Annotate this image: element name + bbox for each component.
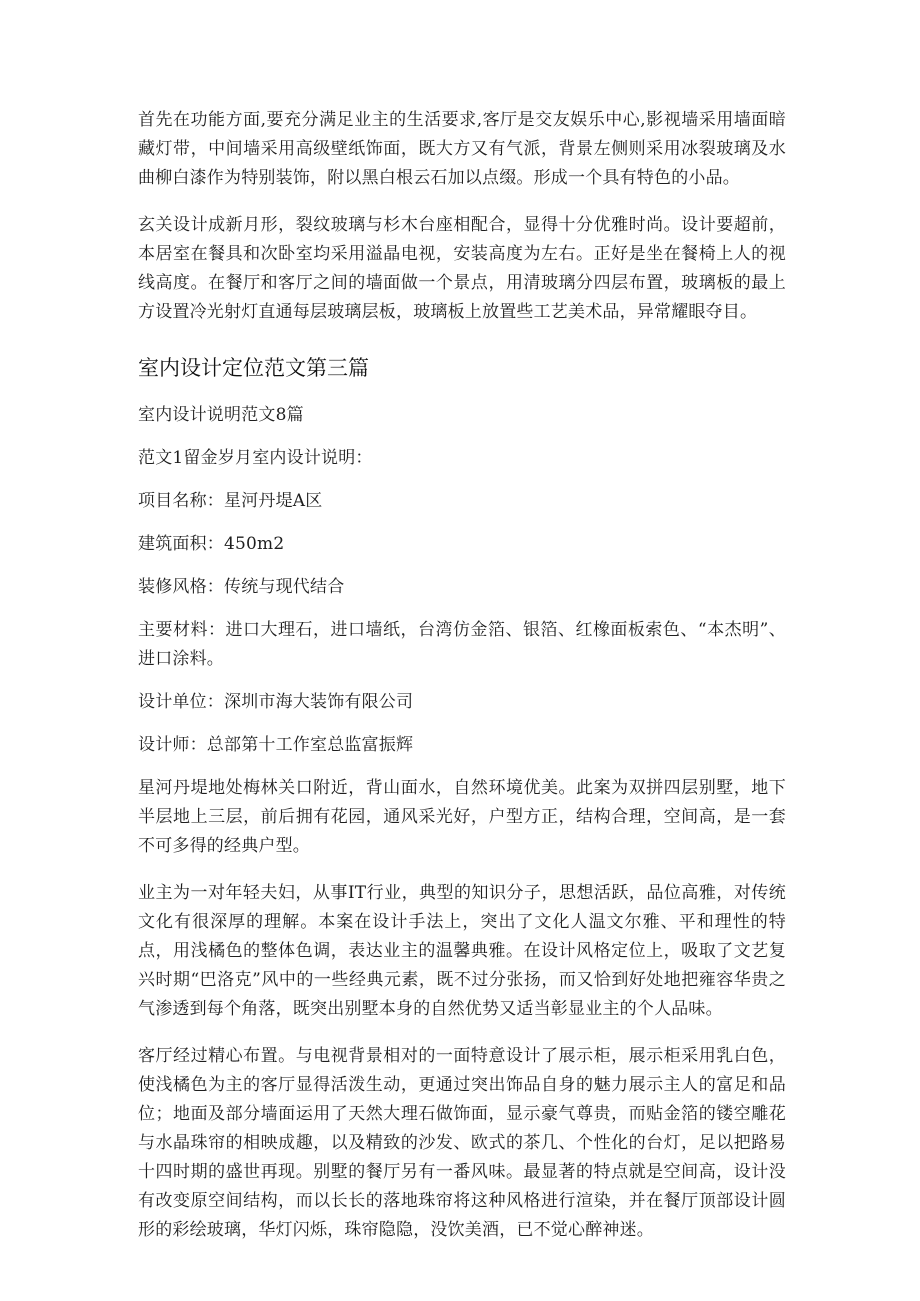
paragraph-location: 星河丹堤地处梅林关口附近，背山面水，自然环境优美。此案为双拼四层别墅，地下半层地上三层，前后拥有花园，通风采光好，户型方正，结构合理，空间高，是一套不可多得的经典户型。 xyxy=(138,778,786,856)
paragraph-living-room: 客厅经过精心布置。与电视背景相对的一面特意设计了展示柜，展示柜采用乳白色，使浅橘色为主的客厅显得活泼生动，更通过突出饰品自身的魅力展示主人的富足和品位；地面及部分墙面运用了天然大理石做饰面，显示豪气尊贵，而贴金箔的镂空雕花与水晶珠帘的相映成趣，以及精致的沙发、欧式的茶几、个性化的台灯，足以把路易十四时期的盛世再现。别墅的餐厅另有一番风味。最显著的特点就是空间高，设计没有改变原空间结构，而以长长的落地珠帘将这种风格进行渲染，并在餐厅顶部设计圆形的彩绘玻璃，华灯闪烁，珠帘隐隐，没饮美酒，已不觉心醉神迷。 xyxy=(138,1046,786,1240)
line-example-title: 范文1留金岁月室内设计说明： xyxy=(138,448,373,468)
line-building-area: 建筑面积：450m2 xyxy=(138,534,285,554)
paragraph-entrance: 玄关设计成新月形，裂纹玻璃与杉木台座相配合，显得十分优雅时尚。设计要超前，本居室在餐具和次卧室均采用溢晶电视，安装高度为左右。正好是坐在餐椅上人的视线高度。在餐厅和客厅之间的墙面做一个景点，用清玻璃分四层布置，玻璃板的最上方设置冷光射灯直通每层玻璃层板，玻璃板上放置些工艺美术品，异常耀眼夺目。 xyxy=(138,215,786,322)
paragraph-owner: 业主为一对年轻夫妇，从事IT行业，典型的知识分子，思想活跃，品位高雅，对传统文化有很深厚的理解。本案在设计手法上，突出了文化人温文尔雅、平和理性的特点，用浅橘色的整体色调，表达业主的温馨典雅。在设计风格定位上，吸取了文艺复兴时期“巴洛克”风中的一些经典元素，既不过分张扬，而又恰到好处地把雍容华贵之气渗透到每个角落，既突出别墅本身的自然优势又适当彰显业主的个人品味。 xyxy=(138,883,786,1019)
paragraph-function: 首先在功能方面,要充分满足业主的生活要求,客厅是交友娱乐中心,影视墙采用墙面暗藏灯带，中间墙采用高级壁纸饰面，既大方又有气派，背景左侧则采用冰裂玻璃及水曲柳白漆作为特别装饰，附以黑白根云石加以点缀。形成一个具有特色的小品。 xyxy=(138,110,786,188)
line-design-unit: 设计单位：深圳市海大装饰有限公司 xyxy=(138,692,414,712)
line-main-materials: 主要材料：进口大理石，进口墙纸，台湾仿金箔、银箔、红橡面板索色、“本杰明”、进口涂料。 xyxy=(138,620,786,669)
section-heading: 室内设计定位范文第三篇 xyxy=(138,356,369,380)
line-decoration-style: 装修风格：传统与现代结合 xyxy=(138,577,345,597)
line-title: 室内设计说明范文8篇 xyxy=(138,405,304,425)
line-project-name: 项目名称：星河丹堤A区 xyxy=(138,491,323,511)
line-designer: 设计师：总部第十工作室总监富振辉 xyxy=(138,735,414,755)
